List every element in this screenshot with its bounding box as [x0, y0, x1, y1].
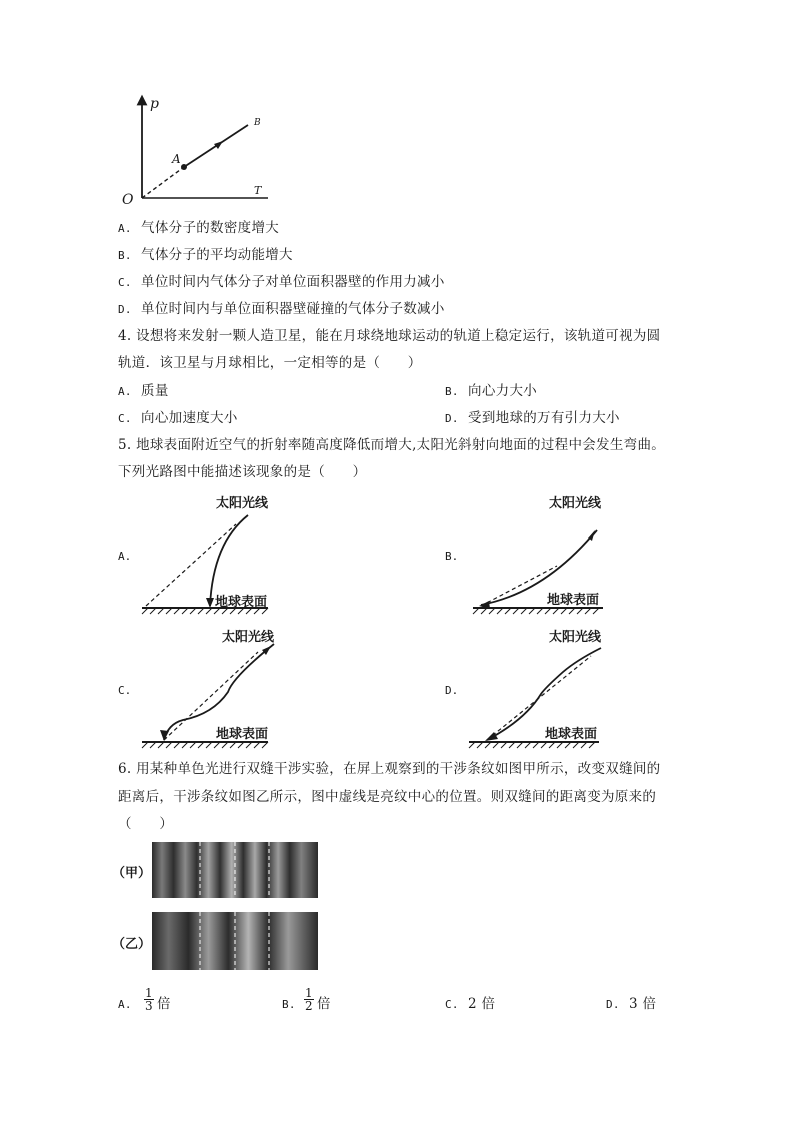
interference-fringes [150, 840, 320, 972]
sun-ray-label: 太阳光线 [549, 630, 602, 645]
fringe-label-yi: （乙） [112, 937, 152, 952]
option-letter: A. [118, 998, 132, 1011]
option-letter: C. [118, 412, 132, 425]
option-letter: D. [445, 684, 459, 697]
option-letter: C. [118, 684, 132, 697]
ground-label: 地球表面 [545, 727, 598, 742]
q6-stem-line3: （ ） [118, 816, 174, 832]
q4-option-b [445, 382, 537, 401]
light-path-d [445, 622, 615, 752]
q6-stem-line2: 距离后，干涉条纹如图乙所示，图中虚线是亮纹中心的位置。则双缝间的距离变为原来的 [118, 789, 657, 805]
option-letter: A. [118, 222, 132, 235]
q5-stem-line2: 下列光路图中能描述该现象的是（ ） [118, 464, 367, 480]
q4-option-c [118, 409, 238, 428]
option-text: 向心力大小 [468, 383, 538, 399]
q4-stem-line1: 4. 设想将来发射一颗人造卫星，能在月球绕地球运动的轨道上稳定运行，该轨道可视为圆 [118, 328, 661, 344]
light-path-c [118, 622, 298, 752]
q6-stem-line1: 6. 用某种单色光进行双缝干涉实验，在屏上观察到的干涉条纹如图甲所示，改变双缝间的 [118, 761, 661, 777]
option-text: 质量 [141, 383, 169, 399]
q3-option-c [118, 273, 445, 292]
light-path-b [445, 488, 615, 618]
point-label-b: B [254, 118, 261, 128]
option-letter: C. [445, 998, 459, 1011]
sun-ray-label: 太阳光线 [222, 630, 275, 645]
ground-label: 地球表面 [216, 727, 269, 742]
option-text: 受到地球的万有引力大小 [468, 410, 620, 426]
option-letter: A. [118, 385, 132, 398]
fraction-one-third [144, 987, 154, 1012]
fraction-denominator: 2 [305, 999, 313, 1013]
option-text: 气体分子的平均动能增大 [141, 247, 293, 263]
q3-option-a [118, 219, 279, 238]
option-text: 向心加速度大小 [141, 410, 238, 426]
option-text: 2 倍 [468, 996, 496, 1012]
option-text: 气体分子的数密度增大 [141, 220, 280, 236]
fraction-numerator: 1 [305, 986, 313, 1000]
q6-option-c [445, 995, 495, 1014]
option-letter: B. [445, 385, 459, 398]
fraction-numerator: 1 [145, 986, 153, 1000]
origin-label: O [122, 192, 134, 208]
q5-diagram-d [445, 622, 615, 752]
q3-option-b [118, 246, 293, 265]
option-text: 单位时间内与单位面积器壁碰撞的气体分子数减小 [141, 301, 445, 317]
option-letter: D. [445, 412, 459, 425]
option-letter: A. [118, 550, 132, 563]
option-letter: D. [606, 998, 620, 1011]
q5-diagram-a [118, 488, 298, 618]
option-suffix: 倍 [157, 996, 171, 1012]
option-letter: B. [118, 249, 132, 262]
option-suffix: 倍 [317, 996, 331, 1012]
q5-stem-line1: 5. 地球表面附近空气的折射率随高度降低而增大,太阳光斜射向地面的过程中会发生弯曲。 [118, 437, 666, 453]
sun-ray-label: 太阳光线 [216, 496, 269, 511]
point-a-dot [181, 164, 187, 170]
q6-option-d [606, 995, 656, 1014]
q6-option-b [282, 995, 296, 1014]
point-label-a: A [172, 152, 181, 166]
q5-diagram-b [445, 488, 615, 618]
direction-arrow [214, 141, 223, 149]
option-letter: D. [118, 303, 132, 316]
q4-option-d [445, 409, 620, 428]
q3-option-d [118, 300, 445, 319]
pt-graph [118, 92, 278, 210]
option-letter: B. [282, 998, 296, 1011]
fraction-one-half [304, 987, 314, 1012]
q5-diagram-c [118, 622, 298, 752]
ground-label: 地球表面 [547, 593, 600, 608]
dashed-extension [142, 167, 184, 198]
option-letter: B. [445, 550, 459, 563]
fringe-label-jia: （甲） [112, 866, 152, 881]
q6-option-a [118, 995, 132, 1014]
light-path-a [118, 488, 298, 618]
axis-label-t: T [254, 184, 262, 197]
sun-ray-label: 太阳光线 [549, 496, 602, 511]
q4-option-a [118, 382, 169, 401]
option-text: 单位时间内气体分子对单位面积器壁的作用力减小 [141, 274, 445, 290]
axis-label-p: p [150, 96, 159, 112]
q4-stem-line2: 轨道．该卫星与月球相比，一定相等的是（ ） [118, 355, 422, 371]
option-letter: C. [118, 276, 132, 289]
option-text: 3 倍 [629, 996, 657, 1012]
ground-label: 地球表面 [215, 595, 268, 610]
fraction-denominator: 3 [145, 999, 153, 1013]
